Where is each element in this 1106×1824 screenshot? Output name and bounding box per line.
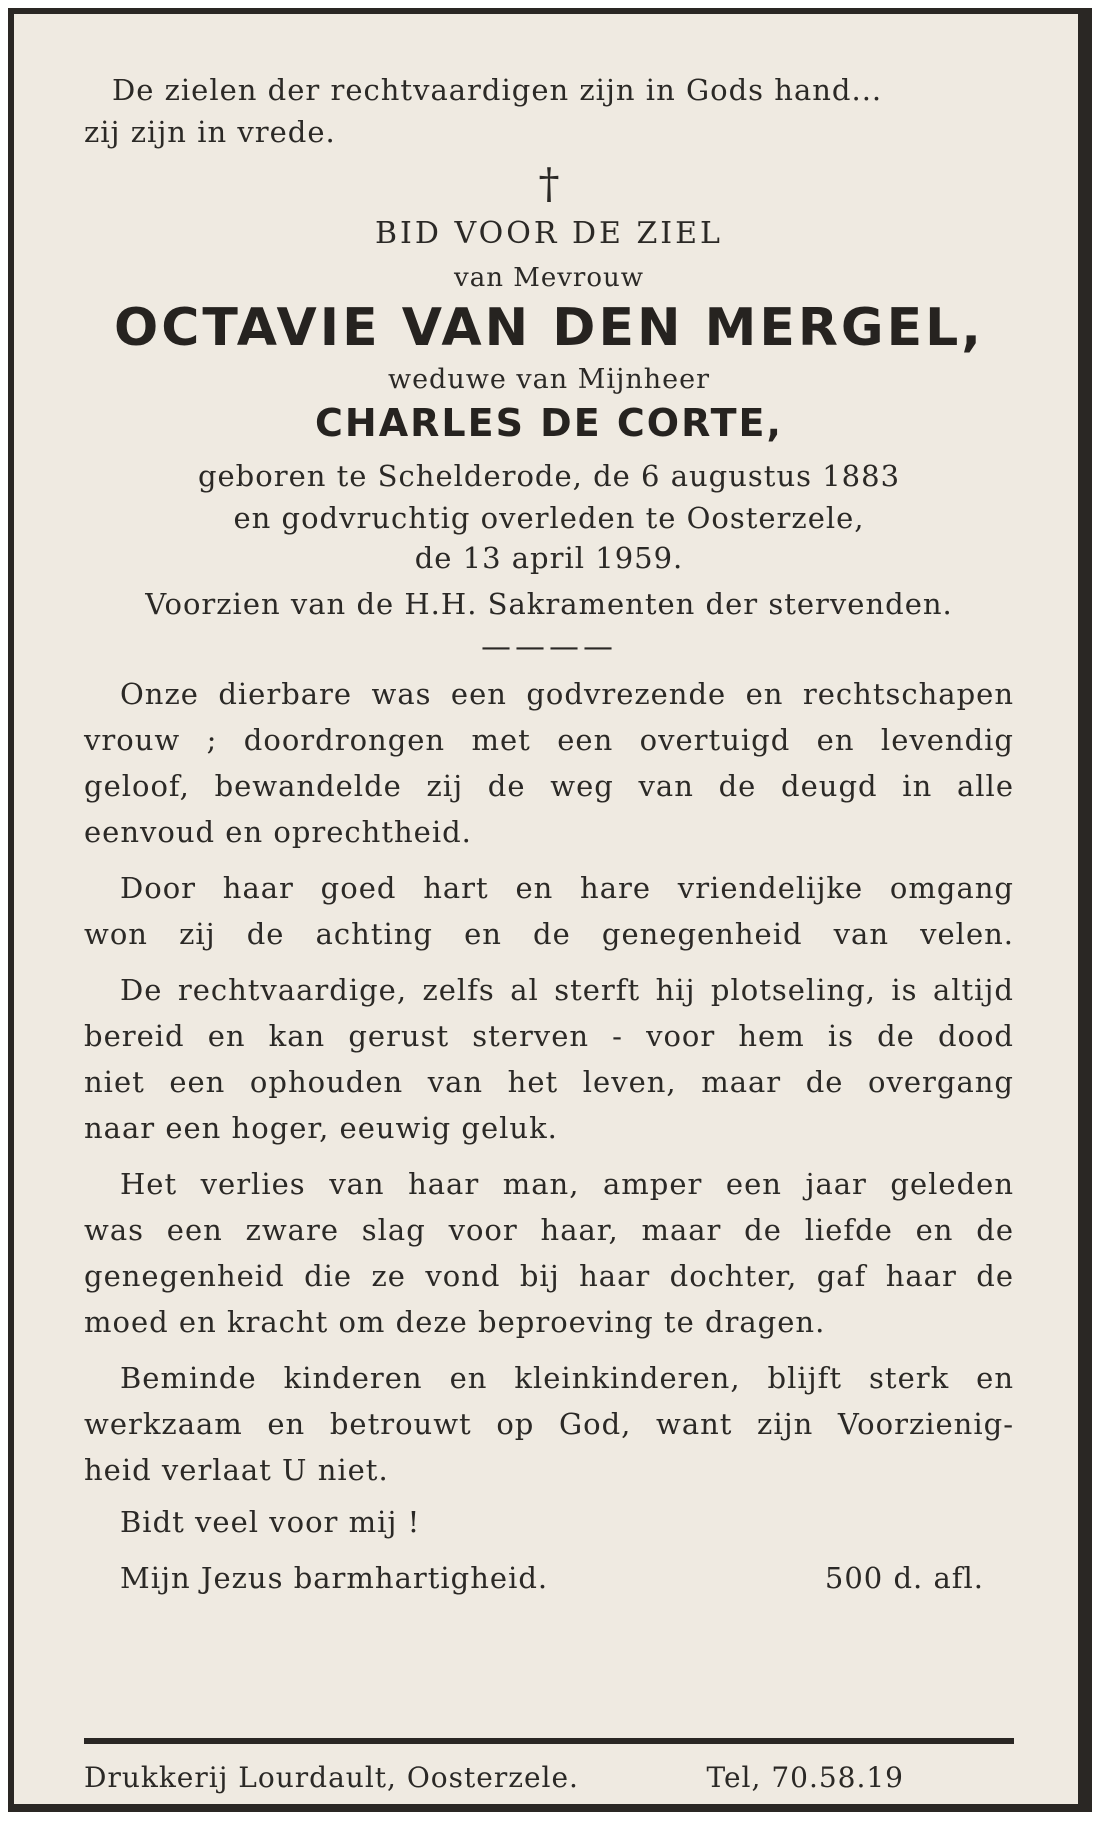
birth-line: geboren te Schelderode, de 6 augustus 1883 xyxy=(197,459,901,493)
sacraments-line: Voorzien van de H.H. Sakramenten der stervenden. xyxy=(145,587,953,621)
death-line: en godvruchtig overleden te Oosterzele, xyxy=(233,501,865,535)
epigraph-line-2: zij zijn in vrede. xyxy=(84,115,336,149)
paragraph-1-line-3: geloof, bewandelde zij de weg van de deugd in alle xyxy=(84,769,1014,803)
paragraph-5-line-3: heid verlaat U niet. xyxy=(84,1453,389,1487)
prayer-heading: BID VOOR DE ZIEL xyxy=(375,216,723,251)
printer-name: Drukkerij Lourdault, Oosterzele. xyxy=(84,1761,579,1794)
paragraph-3-line-1: De rechtvaardige, zelfs al sterft hij plotseling, is altijd xyxy=(120,973,1014,1007)
paragraph-3-line-2: bereid en kan gerust sterven - voor hem is de dood xyxy=(84,1019,1014,1053)
paragraph-5-line-1: Beminde kinderen en kleinkinderen, blijft sterk en xyxy=(120,1361,1014,1395)
paragraph-2-line-2: won zij de achting en de genegenheid van velen. xyxy=(84,917,1014,951)
printer-phone: Tel, 70.58.19 xyxy=(706,1761,904,1794)
deceased-name: OCTAVIE VAN DEN MERGEL, xyxy=(113,298,985,358)
indulgence: 500 d. afl. xyxy=(824,1561,984,1595)
paragraph-5-line-2: werkzaam en betrouwt op God, want zijn Voorzienig- xyxy=(84,1407,1014,1441)
memorial-card xyxy=(8,8,1092,1812)
paragraph-3-line-4: naar een hoger, eeuwig geluk. xyxy=(84,1111,558,1145)
invocation-row xyxy=(84,1560,1014,1596)
husband-name: CHARLES DE CORTE, xyxy=(315,401,783,445)
paragraph-4-line-2: was een zware slag voor haar, maar de liefde en de xyxy=(84,1213,1014,1247)
paragraph-2-line-1: Door haar goed hart en hare vriendelijke omgang xyxy=(120,871,1014,905)
widow-line: weduwe van Mijnheer xyxy=(387,364,711,395)
paragraph-4-line-3: genegenheid die ze vond bij haar dochter, gaf haar de xyxy=(84,1259,1014,1293)
paragraph-1-line-1: Onze dierbare was een godvrezende en rechtschapen xyxy=(120,677,1014,711)
closing-prayer: Bidt veel voor mij ! xyxy=(120,1505,421,1539)
epigraph-line-1: De zielen der rechtvaardigen zijn in Gods hand... xyxy=(112,73,883,107)
bottom-rule xyxy=(84,1738,1014,1744)
paragraph-4-line-1: Het verlies van haar man, amper een jaar geleden xyxy=(120,1167,1014,1201)
paragraph-4-line-4: moed en kracht om deze beproeving te dragen. xyxy=(84,1305,826,1339)
title-mevrouw: van Mevrouw xyxy=(454,263,644,293)
paragraph-3-line-3: niet een ophouden van het leven, maar de overgang xyxy=(84,1065,1014,1099)
paragraph-1-line-2: vrouw ; doordrongen met een overtuigd en levendig xyxy=(84,723,1014,757)
cross-icon: † xyxy=(538,159,560,208)
invocation: Mijn Jezus barmhartigheid. xyxy=(120,1561,549,1595)
printer-row xyxy=(84,1760,1014,1796)
separator-dashes: ———— xyxy=(481,630,617,665)
death-date: de 13 april 1959. xyxy=(414,541,684,575)
paragraph-1-line-4: eenvoud en oprechtheid. xyxy=(84,815,472,849)
